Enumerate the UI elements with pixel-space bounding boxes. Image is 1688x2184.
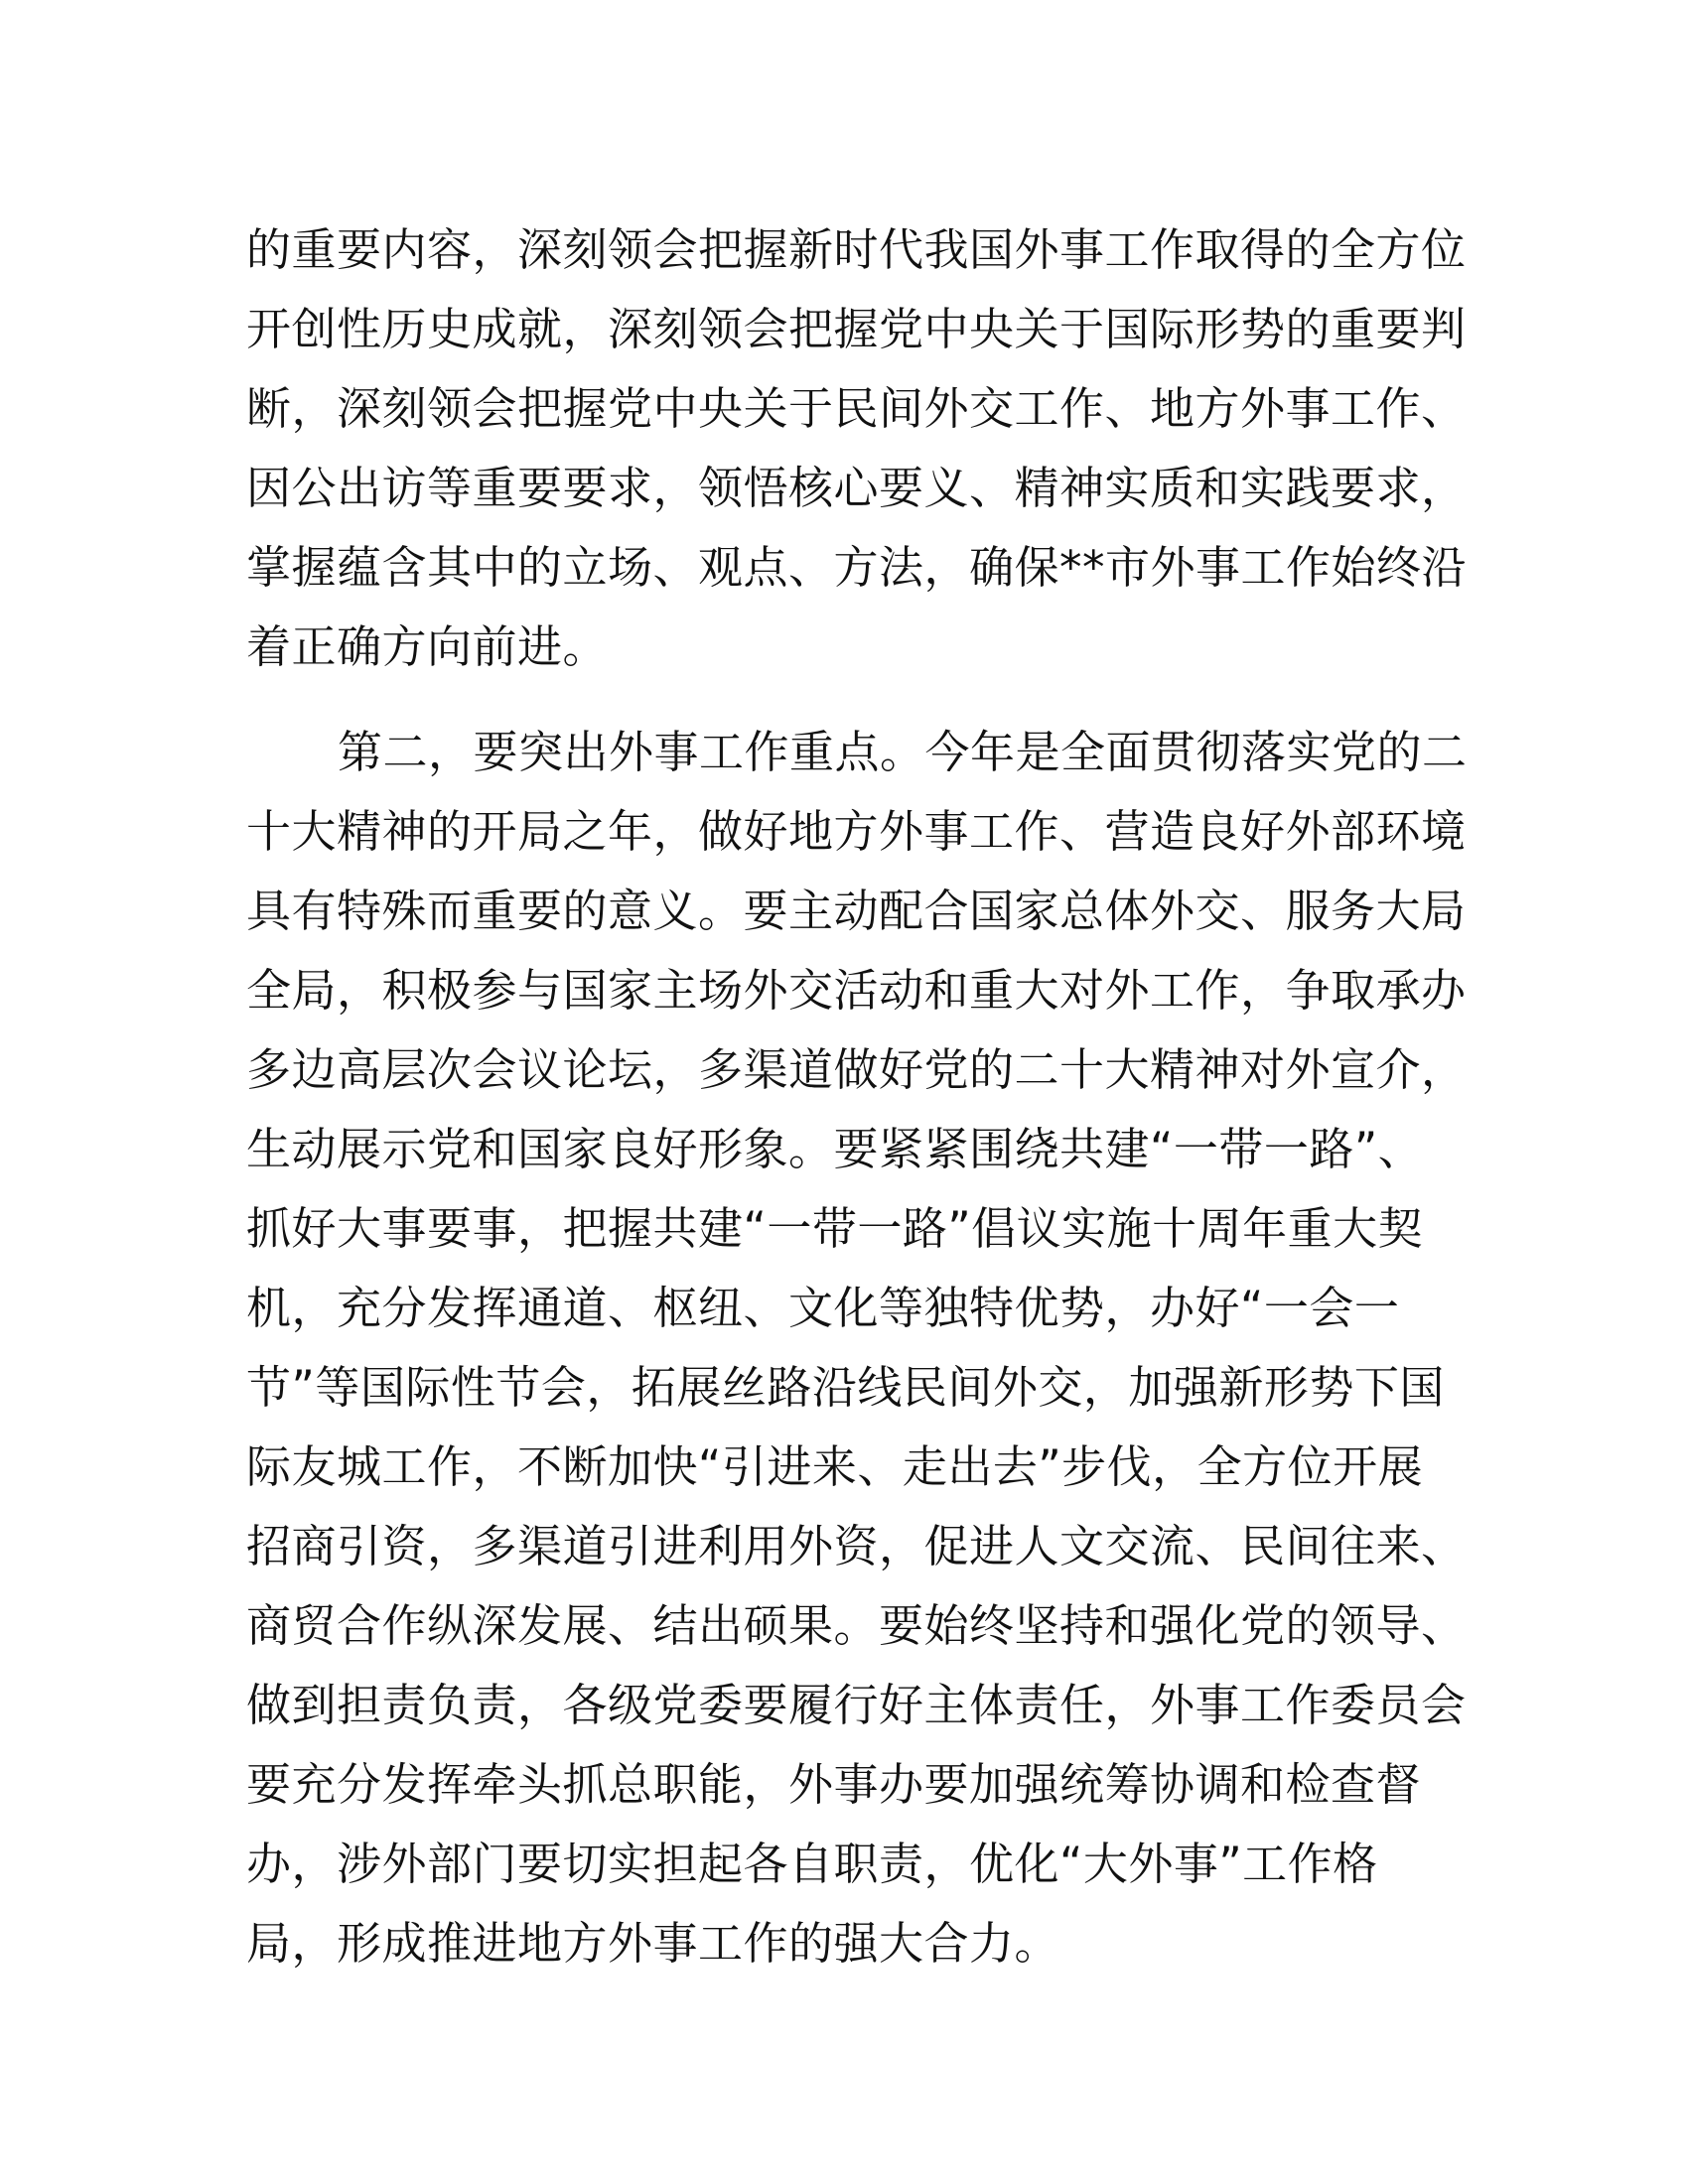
- paragraph-spacer: [246, 687, 1448, 713]
- text-line: 际友城工作，不断加快“引进来、走出去”步伐，全方位开展: [246, 1440, 1424, 1493]
- text-line: 断，深刻领会把握党中央关于民间外交工作、地方外事工作、: [246, 382, 1467, 435]
- text-line: 商贸合作纵深发展、结出硕果。要始终坚持和强化党的领导、: [246, 1599, 1467, 1652]
- text-line: 全局，积极参与国家主场外交活动和重大对外工作，争取承办: [246, 964, 1467, 1017]
- text-line: 的重要内容，深刻领会把握新时代我国外事工作取得的全方位: [246, 223, 1467, 276]
- text-line: 因公出访等重要要求，领悟核心要义、精神实质和实践要求，: [246, 462, 1467, 514]
- text-line: 要充分发挥牵头抓总职能，外事办要加强统筹协调和检查督: [246, 1758, 1422, 1811]
- body-text: [246, 210, 1468, 1983]
- text-line: 做到担责负责，各级党委要履行好主体责任，外事工作委员会: [246, 1679, 1467, 1731]
- text-line: 节”等国际性节会，拓展丝路沿线民间外交，加强新形势下国: [246, 1361, 1445, 1414]
- text-line: 开创性历史成就，深刻领会把握党中央关于国际形势的重要判: [246, 303, 1467, 355]
- text-line: 招商引资，多渠道引进利用外资，促进人文交流、民间往来、: [246, 1520, 1467, 1572]
- text-line: 办，涉外部门要切实担起各自职责，优化“大外事”工作格: [246, 1838, 1378, 1890]
- text-line: 机，充分发挥通道、枢纽、文化等独特优势，办好“一会一: [246, 1282, 1400, 1334]
- paragraph-1: [246, 210, 1468, 687]
- text-line: 抓好大事要事，把握共建“一带一路”倡议实施十周年重大契: [246, 1202, 1424, 1255]
- text-line: 第二，要突出外事工作重点。今年是全面贯彻落实党的二: [338, 726, 1468, 778]
- text-line: 着正确方向前进。: [246, 620, 609, 673]
- text-line: 多边高层次会议论坛，多渠道做好党的二十大精神对外宣介，: [246, 1043, 1467, 1096]
- text-line: 十大精神的开局之年，做好地方外事工作、营造良好外部环境: [246, 805, 1467, 858]
- text-line: 生动展示党和国家良好形象。要紧紧围绕共建“一带一路”、: [246, 1123, 1424, 1175]
- text-line: 局，形成推进地方外事工作的强大合力。: [246, 1917, 1060, 1970]
- text-line: 具有特殊而重要的意义。要主动配合国家总体外交、服务大局: [246, 885, 1467, 937]
- paragraph-2: [246, 713, 1468, 1983]
- text-line: 掌握蕴含其中的立场、观点、方法，确保**市外事工作始终沿: [246, 541, 1468, 594]
